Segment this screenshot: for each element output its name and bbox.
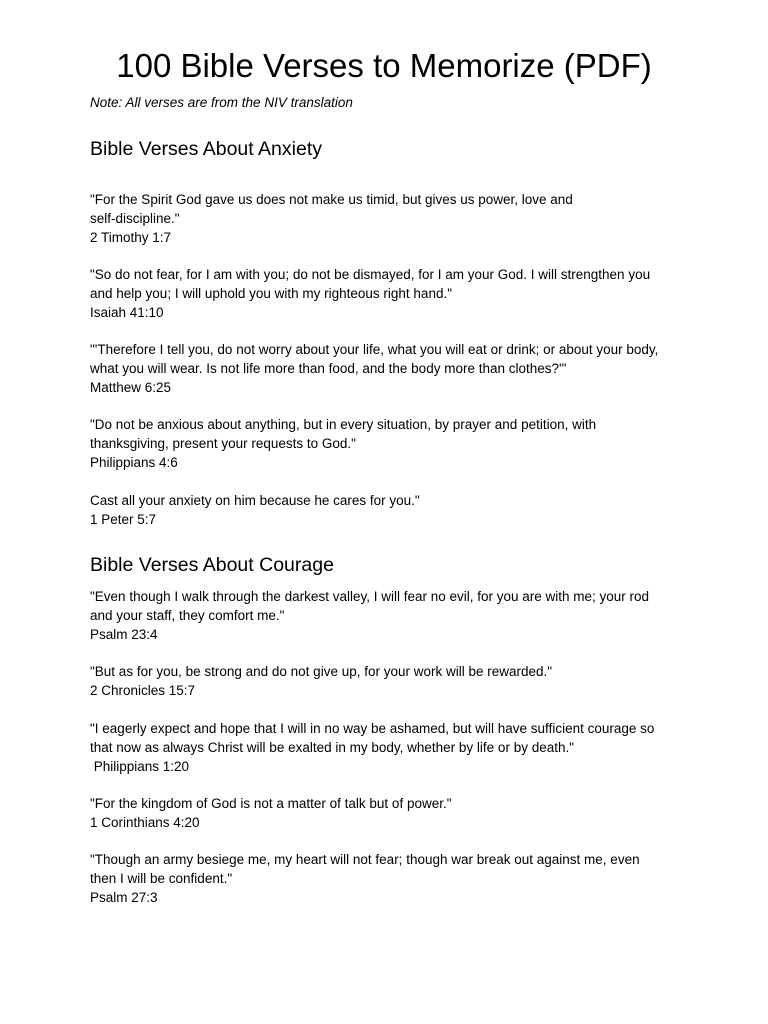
verse-item xyxy=(90,415,680,472)
verse-reference: Isaiah 41:10 xyxy=(90,305,164,320)
verse-reference: Philippians 1:20 xyxy=(90,759,190,774)
document-title: 100 Bible Verses to Memorize (PDF) xyxy=(116,47,652,84)
verse-reference: 2 Timothy 1:7 xyxy=(90,230,172,245)
verse-text: "Even though I walk through the darkest valley, I will fear no evil, for you are with me; your rod and your staff, they comfort me." xyxy=(90,589,650,623)
verse-item xyxy=(90,794,680,832)
verse-text: "So do not fear, for I am with you; do not be dismayed, for I am your God. I will strengthen you and help you; I will uphold you with my righteous right hand." xyxy=(90,267,651,301)
verse-item xyxy=(90,662,680,700)
verse-item xyxy=(90,587,680,644)
verse-reference: 1 Corinthians 4:20 xyxy=(90,815,200,830)
verse-item xyxy=(90,265,680,322)
verse-text: "I eagerly expect and hope that I will in no way be ashamed, but will have sufficient courage so that now as always Christ will be exalted in my body, whether by life or by death." xyxy=(90,721,655,755)
verse-text: "Though an army besiege me, my heart will not fear; though war break out against me, even then I will be confident." xyxy=(90,852,640,886)
translation-note: Note: All verses are from the NIV translation xyxy=(90,95,353,110)
verse-text: "'Therefore I tell you, do not worry about your life, what you will eat or drink; or about your body, what you will wear. Is not life more than food, and the body more than clothes?'" xyxy=(90,342,659,376)
verse-item xyxy=(90,850,680,907)
verse-reference: 1 Peter 5:7 xyxy=(90,512,157,527)
section-heading-anxiety: Bible Verses About Anxiety xyxy=(90,138,322,160)
verse-reference: Psalm 27:3 xyxy=(90,890,158,905)
verse-text: "Do not be anxious about anything, but in every situation, by prayer and petition, with thanksgiving, present your requests to God." xyxy=(90,417,597,451)
verse-reference: 2 Chronicles 15:7 xyxy=(90,683,196,698)
verse-item xyxy=(90,340,680,397)
verse-text: "For the kingdom of God is not a matter of talk but of power." xyxy=(90,796,452,811)
verse-reference: Psalm 23:4 xyxy=(90,627,158,642)
verse-text: Cast all your anxiety on him because he cares for you." xyxy=(90,493,420,508)
verse-text: "But as for you, be strong and do not give up, for your work will be rewarded." xyxy=(90,664,553,679)
verse-item xyxy=(90,190,680,247)
verse-text: "For the Spirit God gave us does not make us timid, but gives us power, love and self-discipline." xyxy=(90,192,573,226)
section-heading-courage: Bible Verses About Courage xyxy=(90,554,334,576)
verse-reference: Philippians 4:6 xyxy=(90,455,178,470)
verse-item xyxy=(90,719,680,776)
verse-reference: Matthew 6:25 xyxy=(90,380,172,395)
verse-item xyxy=(90,491,680,529)
